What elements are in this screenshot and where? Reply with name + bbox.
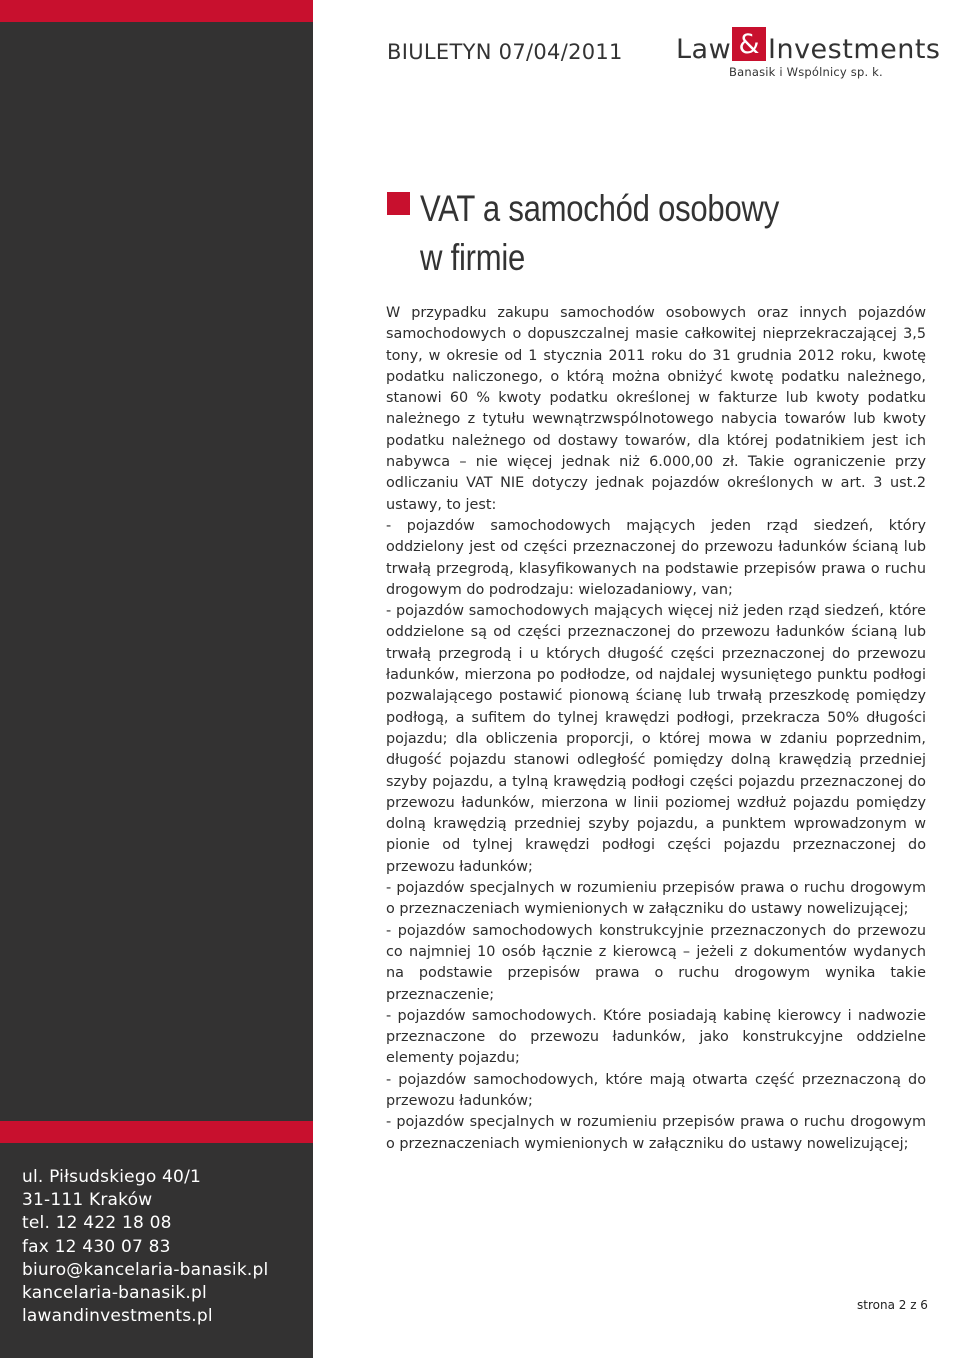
logo-law-text: Law	[676, 34, 732, 65]
logo-subtitle: Banasik i Wspólnicy sp. k.	[729, 65, 883, 79]
sidebar-bottom-accent-bar	[0, 1121, 313, 1143]
sidebar-top-accent-bar	[0, 0, 313, 22]
article-list-item: - pojazdów samochodowych, które mają otwarta część przeznaczoną do przewozu ładunków;	[386, 1071, 926, 1109]
contact-block	[22, 1166, 268, 1328]
article-body	[386, 303, 926, 1155]
article-title-line-1: VAT a samochód osobowy	[420, 188, 779, 229]
contact-email[interactable]: biuro@kancelaria-banasik.pl	[22, 1259, 269, 1280]
bulletin-header: BIULETYN 07/04/2011	[387, 40, 623, 64]
contact-city: 31-111 Kraków	[22, 1190, 153, 1211]
contact-fax: fax 12 430 07 83	[22, 1236, 171, 1257]
company-logo	[676, 26, 941, 80]
contact-address: ul. Piłsudskiego 40/1	[22, 1167, 202, 1187]
page-number: strona 2 z 6	[857, 1298, 928, 1312]
article-intro-paragraph: W przypadku zakupu samochodów osobowych oraz innych pojazdów samochodowych o dopuszczalnej masie całkowitej nieprzekraczającej 3,5 tony, w okresie od 1 stycznia 2011 roku do 31 grudnia 2012 roku, kwotę podatku naliczonego, o którą można obniżyć kwotę podatku należnego, stanowi 60 % kwoty podatku określonej w fakturze lub kwoty podatku należnego z tytułu wewnątrzwspólnotowego nabycia towarów lub kwoty podatku należnego od dostawy towarów, dla której podatnikiem jest ich nabywca – nie więcej jednak niż 6.000,00 zł. Takie ograniczenie przy odliczaniu VAT NIE dotyczy jednak pojazdów określonych w art. 3 ust.2 ustawy, to jest:	[386, 305, 926, 513]
article-title-line-2: w firmie	[420, 237, 526, 278]
article-list-item: - pojazdów samochodowych. Które posiadają kabinę kierowcy i nadwozie przeznaczone do przewozu ładunków, jako konstrukcyjne oddzielne elementy pojazdu;	[386, 1007, 926, 1067]
title-bullet-square	[387, 192, 410, 215]
article-list-item: - pojazdów samochodowych konstrukcyjnie przeznaczonych do przewozu co najmniej 10 osób łącznie z kierowcą – jeżeli z dokumentów wydanych na podstawie przepisów prawa o ruchu drogowym wynika takie przeznaczenie;	[386, 922, 926, 1003]
contact-website-lawandinvestments[interactable]: lawandinvestments.pl	[22, 1306, 213, 1327]
article-list-item: - pojazdów specjalnych w rozumieniu przepisów prawa o ruchu drogowym o przeznaczeniach wymienionych w załączniku do ustawy nowelizującej;	[386, 880, 926, 918]
logo-investments-text: Investments	[768, 34, 941, 65]
article-list-item: - pojazdów specjalnych w rozumieniu przepisów prawa o ruchu drogowym o przeznaczeniach wymienionych w załączniku do ustawy nowelizującej;	[386, 1114, 926, 1152]
article-list-item: - pojazdów samochodowych mających jeden rząd siedzeń, który oddzielony jest od części przeznaczonej do przewozu ładunków ścianą lub trwałą przegrodą, klasyfikowanych na podstawie przepisów prawa o ruchu drogowym do podrodzaju: wielozadaniowy, van;	[386, 517, 926, 598]
sidebar	[0, 0, 313, 1358]
contact-phone: tel. 12 422 18 08	[22, 1213, 172, 1234]
article-title	[420, 184, 779, 282]
article-list-item: - pojazdów samochodowych mających więcej niż jeden rząd siedzeń, które oddzielone są od części przeznaczonej do przewozu ładunków ścianą lub trwałą przegrodą i u których długość części przeznaczonej do przewozu ładunków, mierzona po podłodze, od najdalej wysuniętego punktu podłogi pozwalającego postawić pionową ścianę lub trwałą przeszkodę pomiędzy podłogą, a sufitem do tylnej krawędzi podłogi, przekracza 50% długości pojazdu; dla obliczenia proporcji, o której mowa w zdaniu poprzednim, długość pojazdu stanowi odległość pomiędzy dolną krawędzią przedniej szyby pojazdu, a tylną krawędzią podłogi części pojazdu przeznaczonej do przewozu ładunków, mierzona w linii poziomej wzdłuż pojazdu pomiędzy dolną krawędzią przedniej szyby pojazdu, a punktem wprowadzonym w pionie od tylnej krawędzi podłogi części pojazdu przeznaczonej do przewozu ładunków;	[386, 603, 926, 875]
contact-website-kancelaria[interactable]: kancelaria-banasik.pl	[22, 1283, 207, 1304]
logo-ampersand-box: &	[732, 27, 766, 61]
